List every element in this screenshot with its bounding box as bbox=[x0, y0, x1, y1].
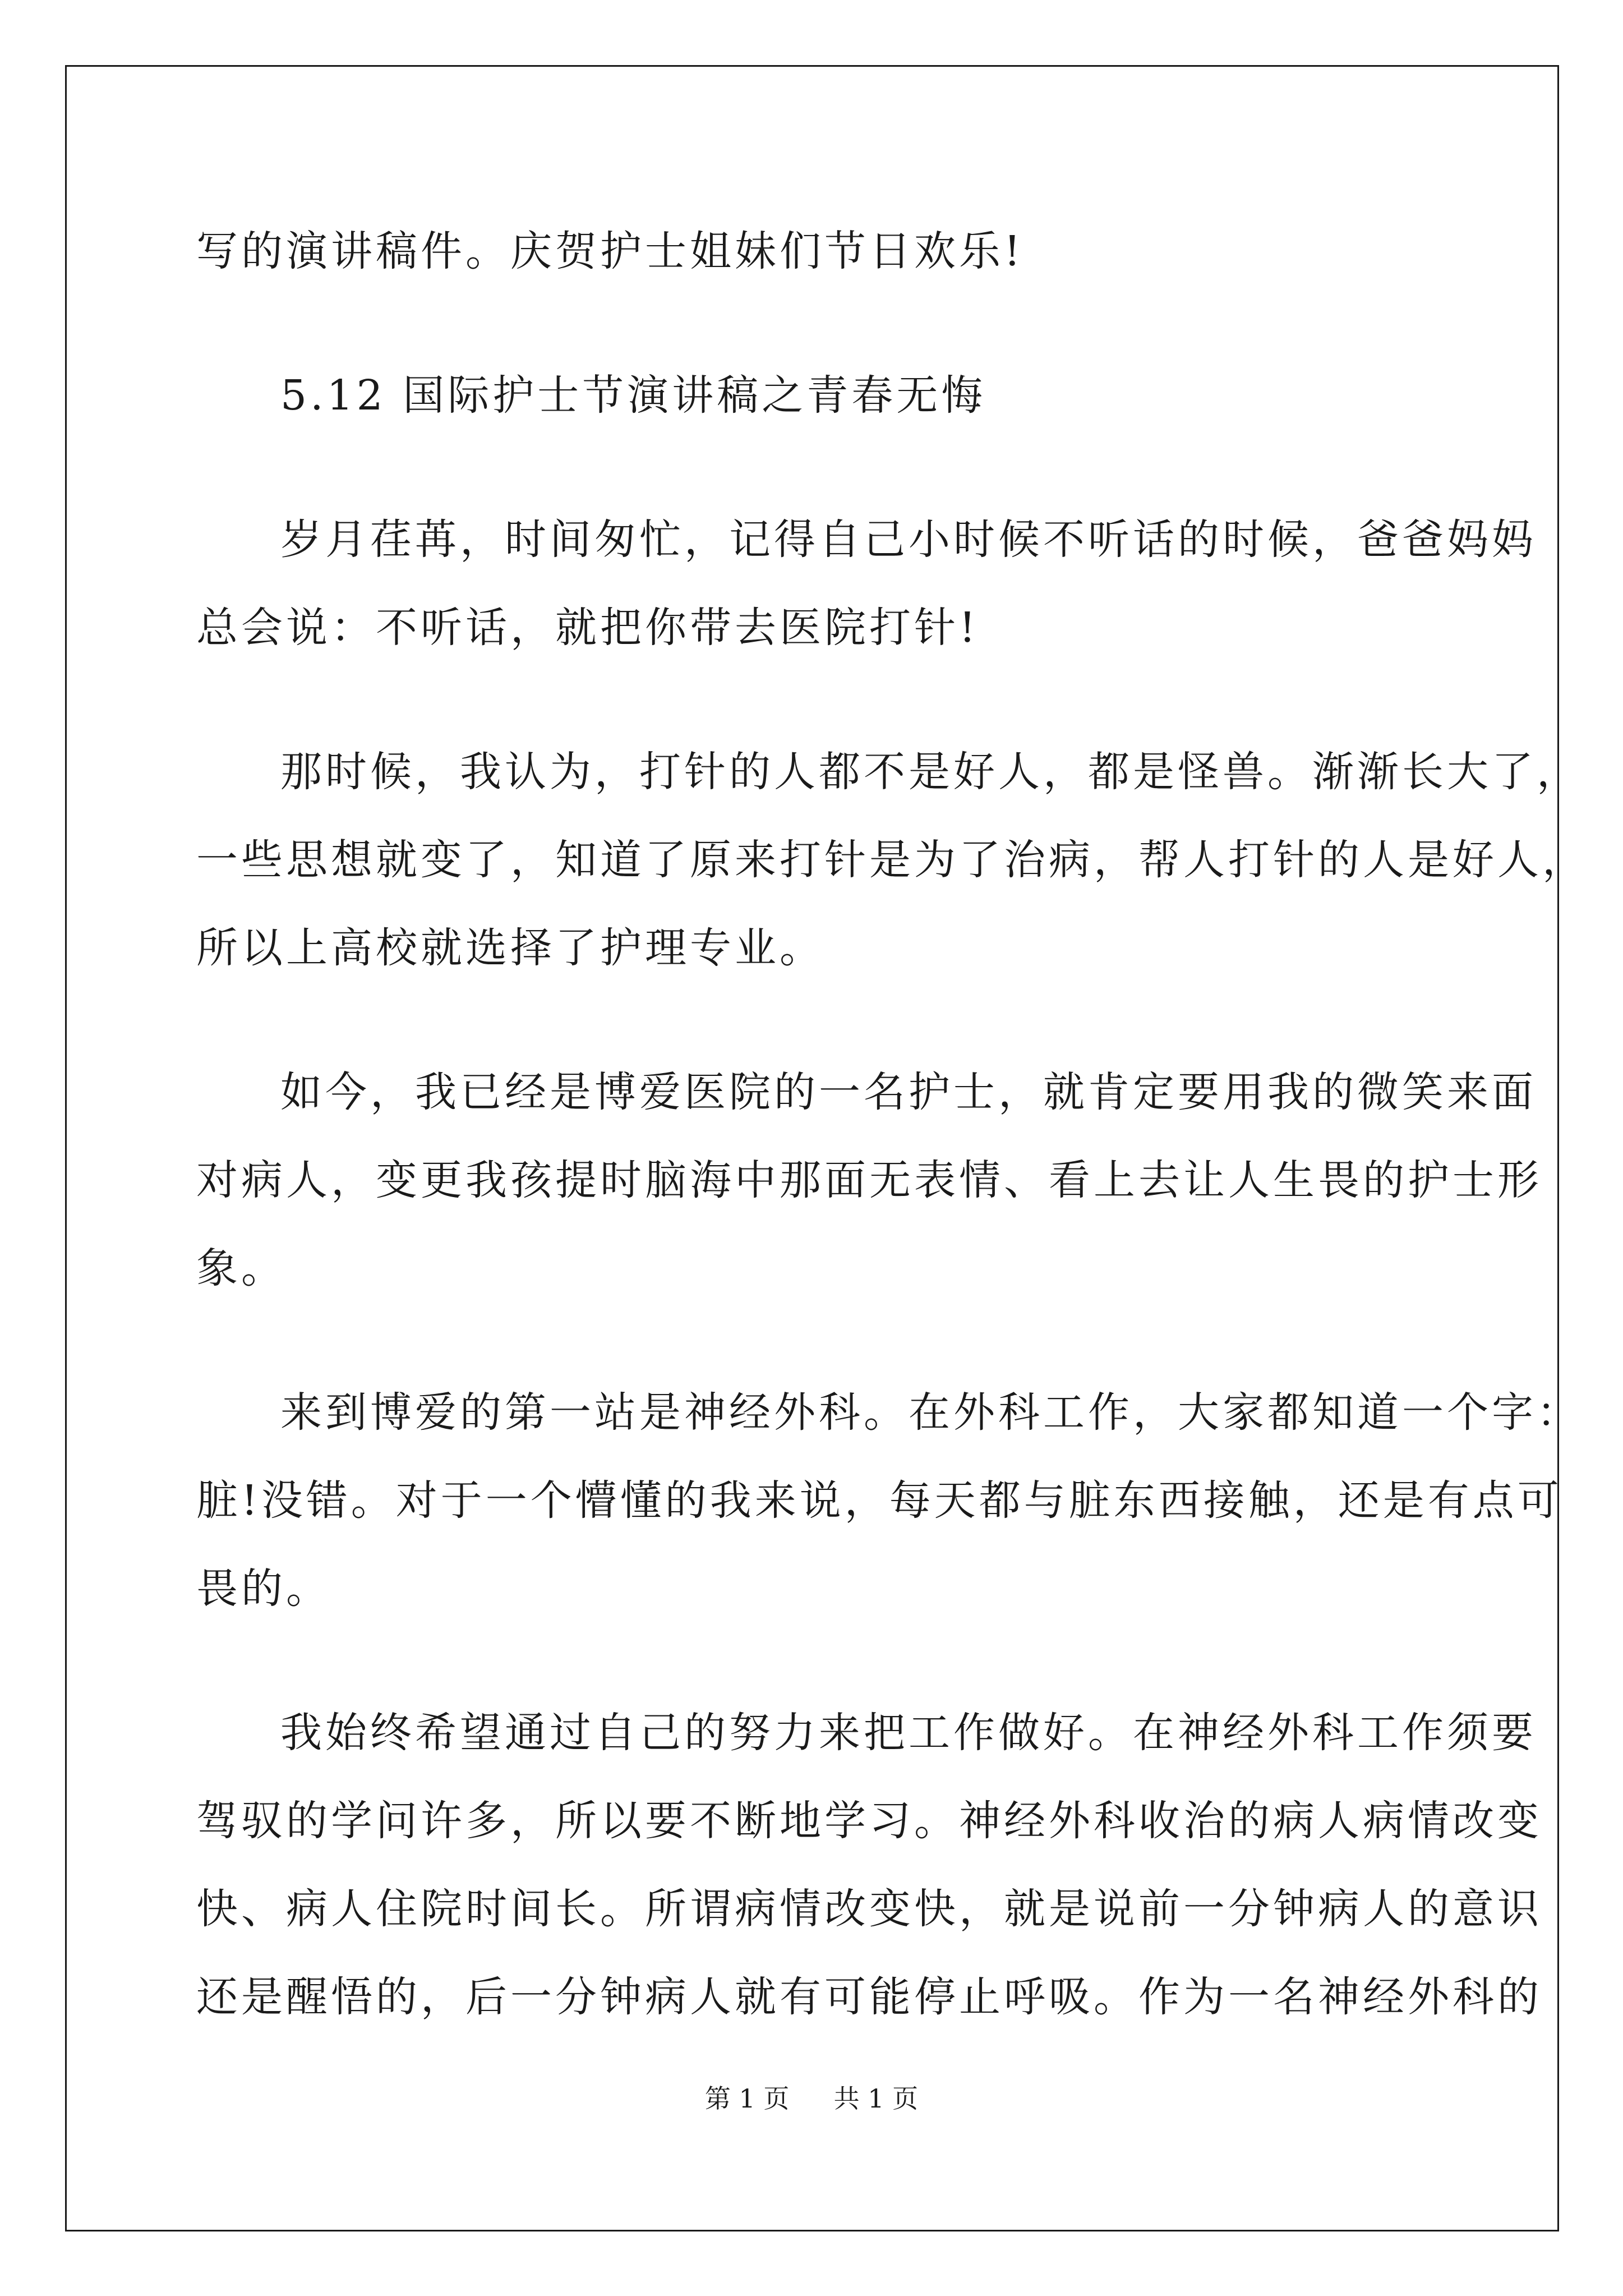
paragraph bbox=[196, 1048, 1542, 1313]
text-line: 还是醒悟的，后一分钟病人就有可能停止呼吸。作为一名神经外科的 bbox=[196, 1973, 1542, 2021]
text-line: 总会说：不听话，就把你带去医院打针! bbox=[196, 604, 979, 652]
text-line: 来到博爱的第一站是神经外科。在外科工作，大家都知道一个字： bbox=[280, 1388, 1581, 1437]
text-line: 脏!没错。对于一个懵懂的我来说，每天都与脏东西接触，还是有点可 bbox=[196, 1476, 1562, 1525]
paragraph bbox=[196, 1369, 1581, 1633]
text-line: 如今，我已经是博爱医院的一名护士，就肯定要用我的微笑来面 bbox=[280, 1068, 1537, 1116]
document-body bbox=[196, 208, 1587, 2097]
paragraph bbox=[196, 728, 1587, 992]
text-line: 我始终希望通过自己的努力来把工作做好。在神经外科工作须要 bbox=[280, 1709, 1537, 1757]
text-line: 畏的。 bbox=[196, 1565, 331, 1613]
text-line: 对病人，变更我孩提时脑海中那面无表情、看上去让人生畏的护士形 bbox=[196, 1156, 1542, 1204]
text-line: 写的演讲稿件。庆贺护士姐妹们节日欢乐! bbox=[196, 227, 1024, 275]
text-line: 那时候，我认为，打针的人都不是好人，都是怪兽。渐渐长大了， bbox=[280, 748, 1581, 796]
text-line: 岁月荏苒，时间匆忙，记得自己小时候不听话的时候，爸爸妈妈 bbox=[280, 516, 1537, 564]
total-pages: 共 1 页 bbox=[833, 2083, 919, 2114]
page-number: 第 1 页 bbox=[704, 2083, 790, 2114]
paragraph bbox=[196, 496, 1537, 672]
text-line: 5.12 国际护士节演讲稿之青春无悔 bbox=[280, 371, 986, 420]
text-line: 驾驭的学问许多，所以要不断地学习。神经外科收治的病人病情改变 bbox=[196, 1797, 1542, 1845]
paragraph bbox=[196, 1689, 1542, 2041]
text-line: 一些思想就变了，知道了原来打针是为了治病，帮人打针的人是好人， bbox=[196, 836, 1587, 884]
page-footer bbox=[0, 2078, 1623, 2115]
text-line: 快、病人住院时间长。所谓病情改变快，就是说前一分钟病人的意识 bbox=[196, 1885, 1542, 1933]
text-line: 所以上高校就选择了护理专业。 bbox=[196, 924, 824, 972]
paragraph bbox=[196, 352, 1430, 440]
text-line: 象。 bbox=[196, 1244, 286, 1292]
paragraph bbox=[196, 208, 1430, 296]
